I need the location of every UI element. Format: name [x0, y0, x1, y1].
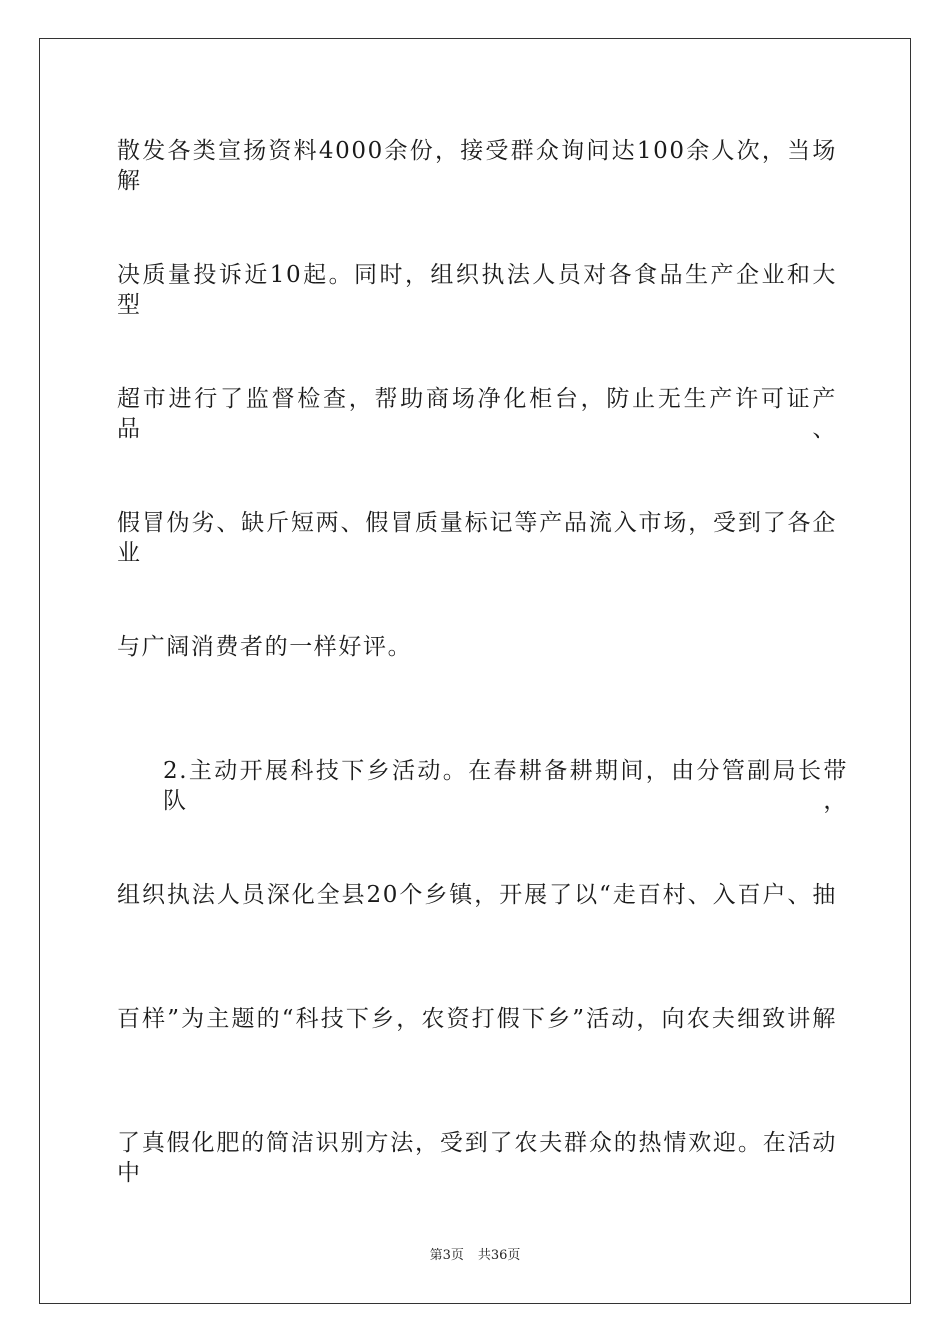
body-text-line: 了真假化肥的简洁识别方法，受到了农夫群众的热情欢迎。在活动中: [117, 1130, 837, 1186]
body-text-line: 组织执法人员深化全县20个乡镇，开展了以“走百村、入百户、抽: [117, 882, 837, 908]
body-text-line: 假冒伪劣、缺斤短两、假冒质量标记等产品流入市场，受到了各企业: [117, 510, 837, 566]
page-footer: [0, 1247, 950, 1265]
body-text-line: 散发各类宣扬资料4000余份，接受群众询问达100余人次，当场解: [117, 138, 837, 194]
body-text-line: 与广阔消费者的一样好评。: [117, 634, 413, 660]
body-text-line: 超市进行了监督检查，帮助商场净化柜台，防止无生产许可证产品、: [117, 386, 837, 442]
body-text-line: 百样”为主题的“科技下乡，农资打假下乡”活动，向农夫细致讲解: [117, 1006, 837, 1032]
body-text-line: 决质量投诉近10起。同时，组织执法人员对各食品生产企业和大型: [117, 262, 837, 318]
page-border: [39, 38, 911, 1304]
body-text-line: 2.主动开展科技下乡活动。在春耕备耕期间，由分管副局长带队，: [163, 758, 848, 814]
page-number-current: 第3页: [429, 1248, 464, 1263]
page-number-total: 共36页: [477, 1248, 521, 1263]
